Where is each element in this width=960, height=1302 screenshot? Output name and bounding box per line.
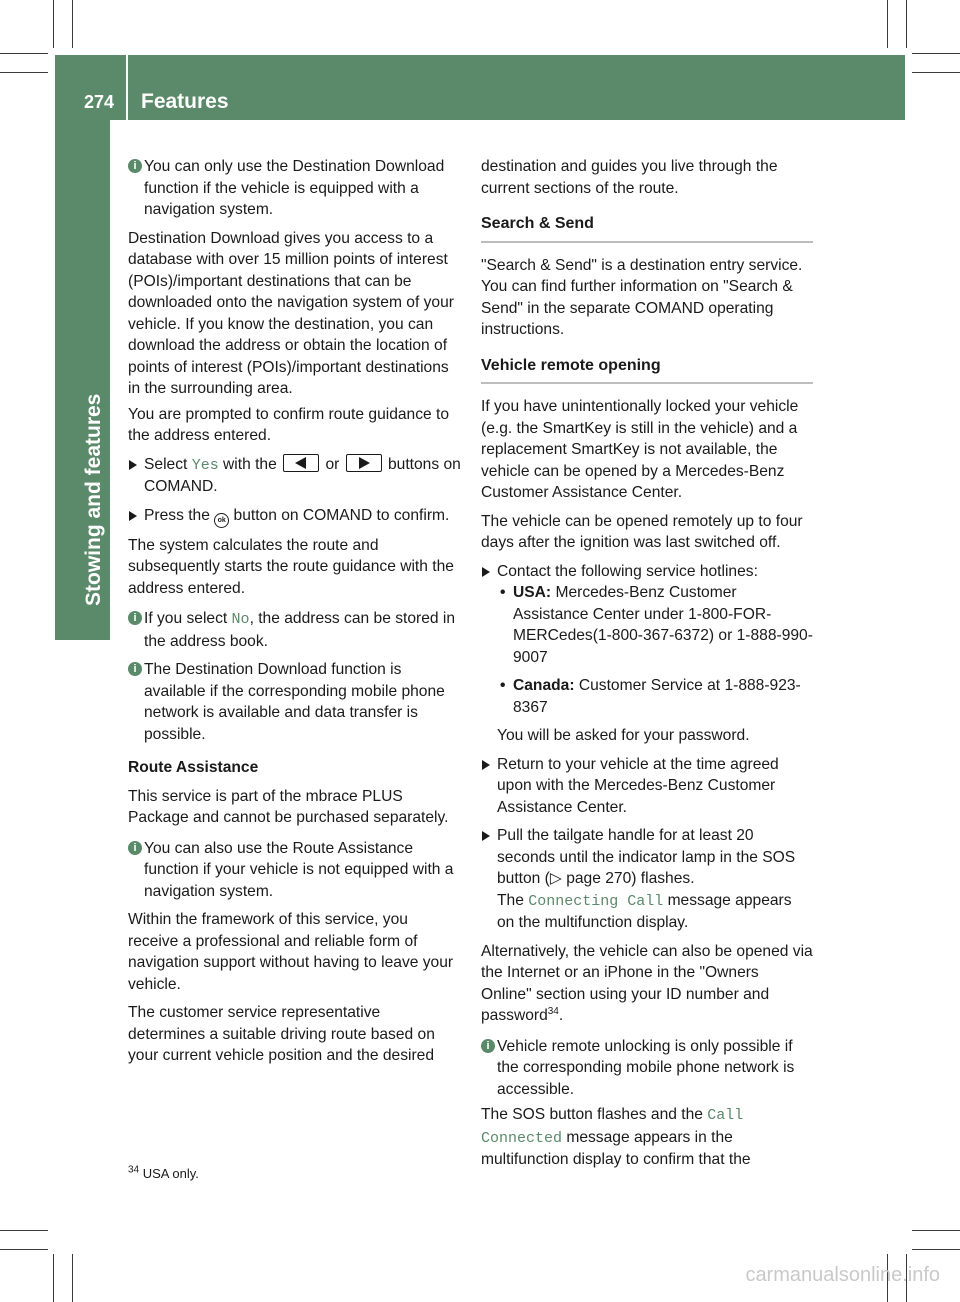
step: Return to your vehicle at the time agreed upon with the Mercedes-Benz Customer Assistance Center. bbox=[481, 754, 813, 819]
info-note: i If you select No, the address can be stored in the address book. bbox=[128, 608, 461, 652]
footnote: $^{34}$ USA only. bbox=[128, 1164, 199, 1181]
ok-button-icon: ok bbox=[214, 513, 229, 528]
section-title: Features bbox=[141, 90, 229, 113]
display-text-call-connected: Call Connected bbox=[481, 1107, 744, 1147]
arrow-icon bbox=[129, 460, 137, 470]
page-number: 274 bbox=[84, 92, 115, 112]
crop-mark bbox=[0, 72, 48, 73]
paragraph: Alternatively, the vehicle can also be opened via the Internet or an iPhone in the "Owners Online" section using your ID number and password$^{34}$. bbox=[481, 942, 813, 1024]
info-icon: i bbox=[128, 841, 142, 855]
page-reference: ▷ page 270 bbox=[549, 870, 632, 887]
crop-mark bbox=[53, 1254, 54, 1302]
right-arrow-button-icon bbox=[346, 454, 382, 472]
step: Press the ok button on COMAND to confirm. bbox=[128, 505, 461, 528]
crop-mark bbox=[72, 0, 73, 48]
info-text: You can only use the Destination Download function if the vehicle is equipped with a navigation system. bbox=[144, 158, 445, 218]
info-note bbox=[128, 156, 461, 221]
crop-mark bbox=[912, 72, 960, 73]
crop-mark bbox=[887, 0, 888, 48]
paragraph: The customer service representative determines a suitable driving route based on your current vehicle position and the desired bbox=[128, 1004, 435, 1064]
info-icon: i bbox=[128, 159, 142, 173]
footnote-ref: 34 bbox=[547, 1005, 559, 1017]
header-divider bbox=[126, 55, 128, 120]
arrow-icon bbox=[482, 760, 490, 770]
paragraph: Within the framework of this service, you receive a professional and reliable form of navigation support without having to leave your vehicle. bbox=[128, 911, 454, 993]
step: Pull the tailgate handle for at least 20 seconds until the indicator lamp in the SOS button (▷ page 270) flashes. The Connecting Call message appears on the multifunction display. bbox=[481, 825, 813, 934]
list-item: • Canada: Customer Service at 1-888-923-8367 bbox=[500, 677, 801, 716]
info-icon: i bbox=[481, 1039, 495, 1053]
hotline-list bbox=[497, 582, 813, 747]
info-note: i The Destination Download function is available if the corresponding mobile phone network is available and data transfer is possible. bbox=[128, 659, 461, 745]
paragraph: This service is part of the mbrace PLUS Package and cannot be purchased separately. bbox=[128, 787, 449, 826]
paragraph: The vehicle can be opened remotely up to four days after the ignition was last switched off. bbox=[481, 512, 803, 551]
paragraph: "Search & Send" is a destination entry service. You can find further information on "Search & Send" in the separate COMAND operating instructions. bbox=[481, 256, 803, 338]
vehicle-remote-opening-heading: Vehicle remote opening bbox=[481, 355, 813, 385]
arrow-icon bbox=[129, 511, 137, 521]
right-column bbox=[481, 156, 813, 1178]
display-text-yes: Yes bbox=[191, 456, 219, 474]
watermark: carmanualsonline.info bbox=[745, 1264, 940, 1286]
info-icon: i bbox=[128, 611, 142, 625]
arrow-icon bbox=[482, 567, 490, 577]
crop-mark bbox=[0, 1230, 48, 1231]
paragraph: The system calculates the route and subsequently starts the route guidance with the address entered. bbox=[128, 536, 454, 597]
step: Select Yes with the or buttons on COMAND. bbox=[128, 454, 461, 498]
paragraph: You are prompted to confirm route guidance to the address entered. bbox=[128, 405, 450, 444]
paragraph: The SOS button flashes and the Call Connected message appears in the multifunction display to confirm that the bbox=[481, 1106, 751, 1168]
crop-mark bbox=[912, 1249, 960, 1250]
paragraph: Destination Download gives you access to a database with over 15 million points of interest (POIs)/important destinations that can be downloaded onto the navigation system of your vehicle. If you know the destination, you can download the address or obtain the location of points of interest (POIs)/important destinations in the surrounding area. bbox=[128, 229, 454, 397]
left-arrow-button-icon bbox=[283, 454, 319, 472]
info-icon: i bbox=[128, 662, 142, 676]
crop-mark bbox=[72, 1254, 73, 1302]
list-item: • USA: Mercedes-Benz Customer Assistance Center under 1-800-FOR-MERCedes(1-800-367-6372) or 1-888-990-9007 bbox=[500, 584, 813, 666]
display-text-no: No bbox=[231, 611, 250, 628]
search-send-heading: Search & Send bbox=[481, 213, 813, 243]
left-column bbox=[128, 156, 461, 1074]
crop-mark bbox=[906, 0, 907, 48]
crop-mark bbox=[0, 53, 48, 54]
paragraph: You will be asked for your password. bbox=[497, 727, 750, 744]
route-assistance-heading: Route Assistance bbox=[128, 759, 259, 776]
info-note: i You can also use the Route Assistance function if your vehicle is not equipped with a navigation system. bbox=[128, 838, 461, 903]
crop-mark bbox=[53, 0, 54, 48]
crop-mark bbox=[0, 1249, 48, 1250]
arrow-icon bbox=[482, 831, 490, 841]
crop-mark bbox=[912, 53, 960, 54]
crop-mark bbox=[912, 1230, 960, 1231]
paragraph: If you have unintentionally locked your vehicle (e.g. the SmartKey is still in the vehicle) and a replacement SmartKey is not available, the vehicle can be opened by a Mercedes-Benz Customer Assistance Center. bbox=[481, 398, 799, 501]
paragraph: destination and guides you live through the current sections of the route. bbox=[481, 158, 778, 197]
display-text-connecting-call: Connecting Call bbox=[528, 892, 664, 910]
step: Contact the following service hotlines: bbox=[481, 561, 813, 583]
info-note: i Vehicle remote unlocking is only possible if the corresponding mobile phone network is accessible. bbox=[481, 1036, 813, 1101]
side-tab-label: Stowing and features bbox=[82, 393, 105, 606]
